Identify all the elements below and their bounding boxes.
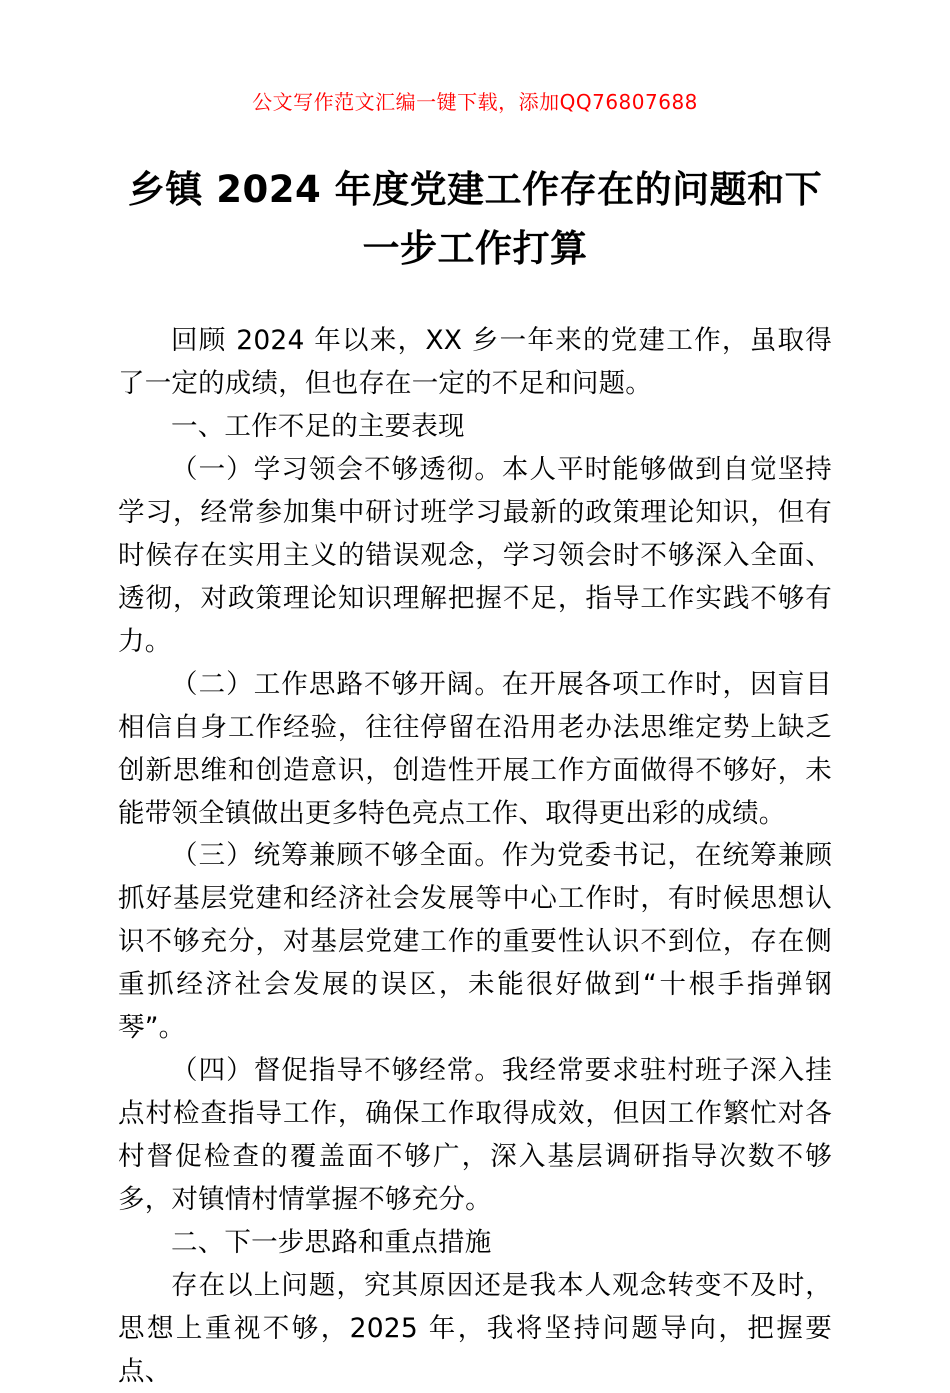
- watermark-text: 公文写作范文汇编一键下载，添加QQ76807688: [252, 90, 698, 114]
- paragraph: （一）学习领会不够透彻。本人平时能够做到自觉坚持学习，经常参加集中研讨班学习最新的政策理论知识，但有时候存在实用主义的错误观念，学习领会时不够深入全面、透彻，对政策理论知识理解把握不足，指导工作实践不够有力。: [118, 454, 832, 657]
- paragraph: 回顾 2024 年以来，XX 乡一年来的党建工作，虽取得了一定的成绩，但也存在一定的不足和问题。: [118, 325, 832, 400]
- paragraph: （四）督促指导不够经常。我经常要求驻村班子深入挂点村检查指导工作，确保工作取得成效，但因工作繁忙对各村督促检查的覆盖面不够广，深入基层调研指导次数不够多，对镇情村情掌握不够充分。: [118, 1055, 832, 1215]
- paragraph: （二）工作思路不够开阔。在开展各项工作时，因盲目相信自身工作经验，往往停留在沿用老办法思维定势上缺乏创新思维和创造意识，创造性开展工作方面做得不够好，未能带领全镇做出更多特色亮点工作、取得更出彩的成绩。: [118, 668, 832, 829]
- paragraph: （三）统筹兼顾不够全面。作为党委书记，在统筹兼顾抓好基层党建和经济社会发展等中心工作时，有时候思想认识不够充分，对基层党建工作的重要性认识不到位，存在侧重抓经济社会发展的误区，未能很好做到“十根手指弹钢琴”。: [118, 840, 832, 1044]
- page-title: 乡镇 2024 年度党建工作存在的问题和下一步工作打算: [127, 168, 823, 271]
- document-body: [118, 320, 832, 1393]
- section-heading: 一、工作不足的主要表现: [171, 411, 465, 443]
- paragraph: 存在以上问题，究其原因还是我本人观念转变不及时，思想上重视不够，2025 年，我将坚持问题导向，把握要点、: [118, 1269, 832, 1387]
- section-heading: 二、下一步思路和重点措施: [171, 1226, 492, 1258]
